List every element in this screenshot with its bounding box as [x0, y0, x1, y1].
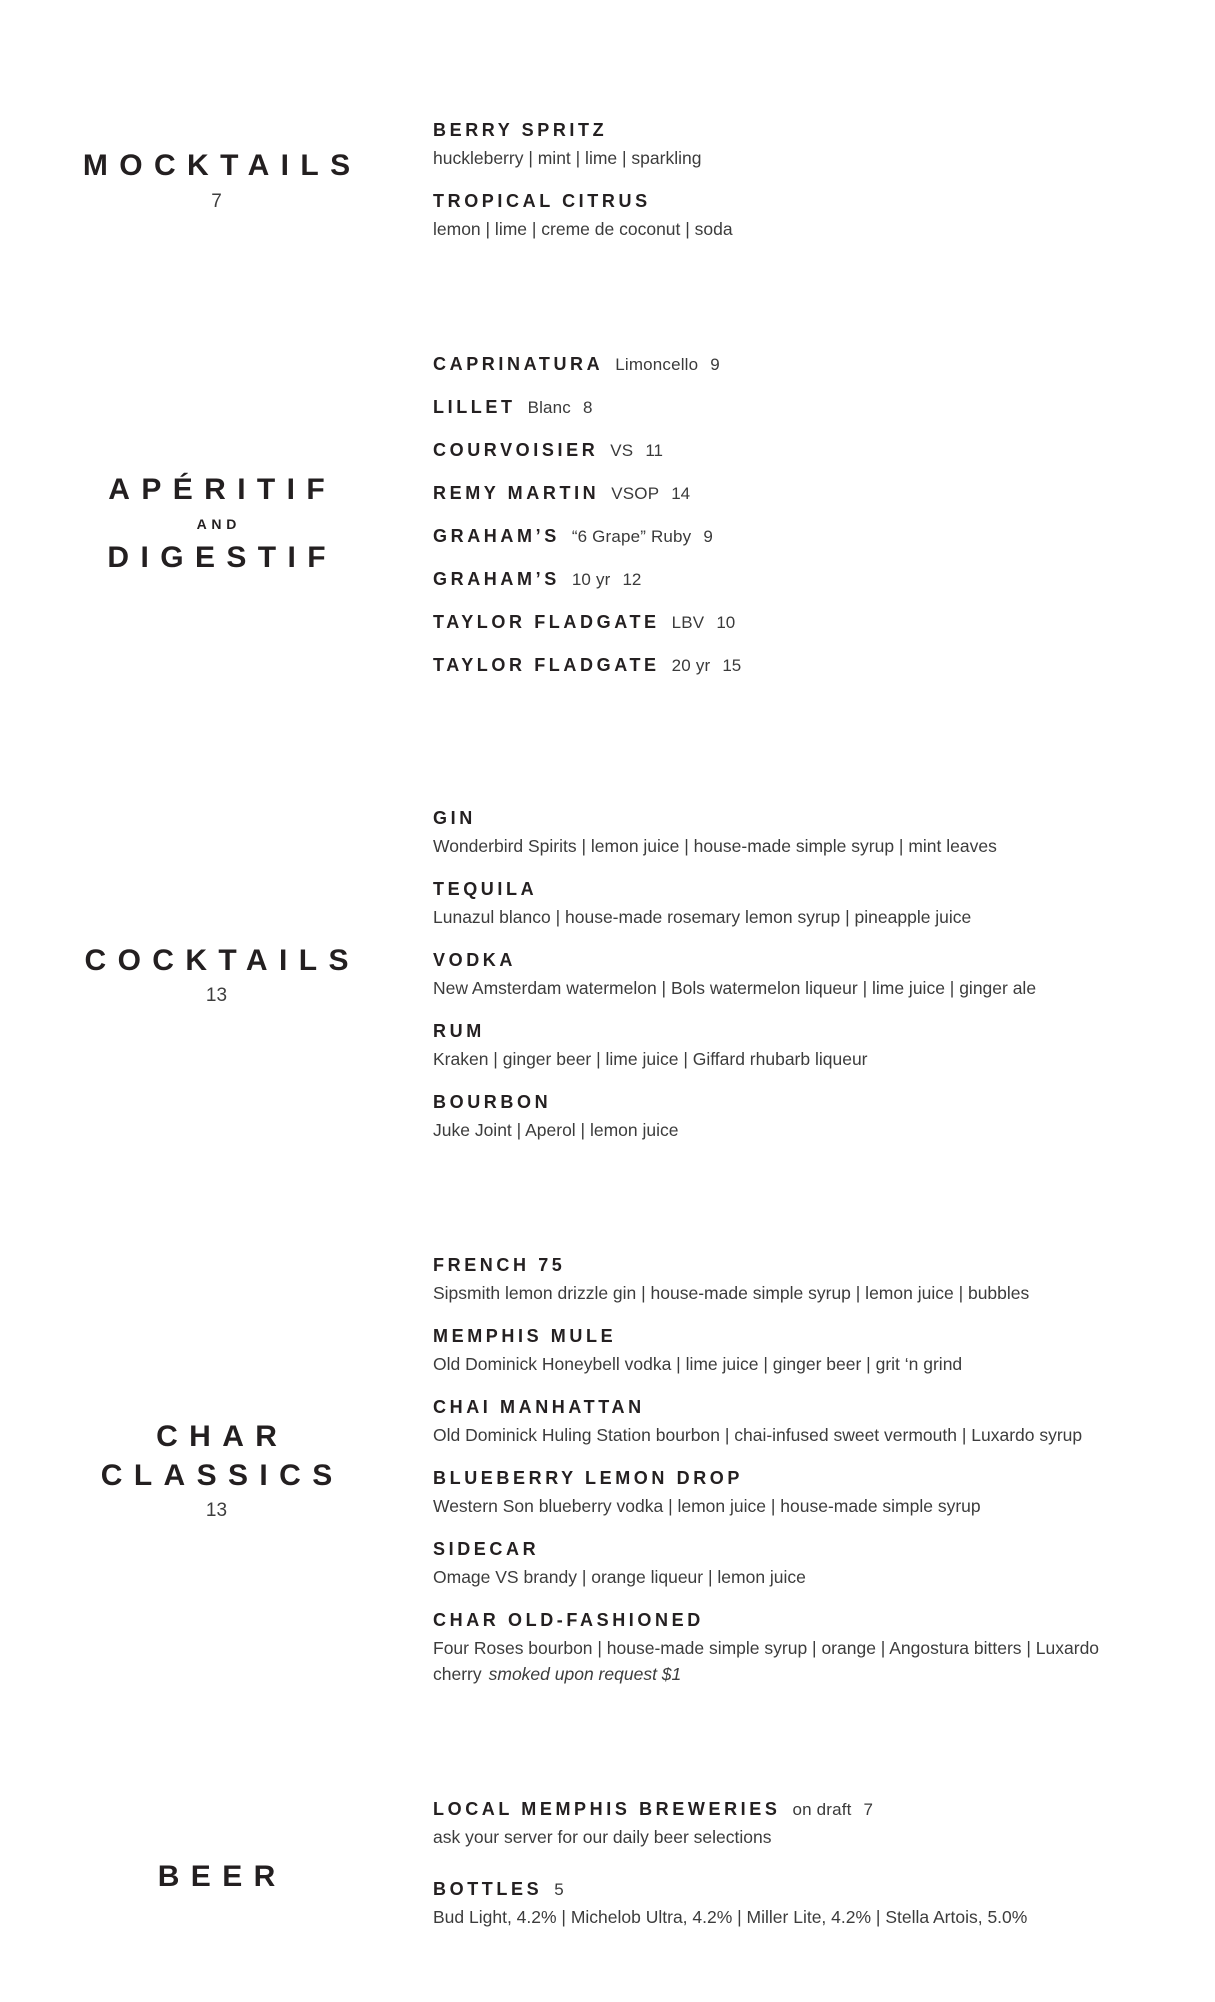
section-cocktails	[0, 806, 1215, 1143]
item-name: GRAHAM’S	[433, 569, 560, 589]
section-label-mocktails	[0, 147, 433, 212]
item-detail: VS	[610, 441, 634, 460]
item-name: LILLET	[433, 397, 516, 417]
section-title-conjunction: AND	[196, 516, 242, 532]
item-description	[433, 216, 1145, 242]
menu-item-char-old-fashioned	[433, 1608, 1145, 1687]
section-title: APÉRITIF	[108, 472, 337, 506]
item-title-row	[433, 1090, 1145, 1116]
menu-item-local-memphis-breweries	[433, 1797, 1145, 1850]
section-items-char-classics	[433, 1253, 1185, 1687]
item-description	[433, 833, 1145, 859]
item-price: 9	[710, 355, 720, 374]
item-title-row	[433, 1019, 1145, 1045]
item-description-text: ask your server for our daily beer selections	[433, 1827, 772, 1847]
menu-item-taylor-fladgate	[433, 610, 1145, 636]
item-description-text: huckleberry | mint | lime | sparkling	[433, 148, 702, 168]
item-name: CHAR OLD-FASHIONED	[433, 1610, 704, 1630]
item-price: 5	[554, 1880, 564, 1899]
item-title-row	[433, 1324, 1145, 1350]
item-name: REMY MARTIN	[433, 483, 600, 503]
menu-item-tropical-citrus	[433, 189, 1145, 242]
section-items-aperitif-and-digestif	[433, 352, 1185, 696]
menu-item-graham-s	[433, 524, 1145, 550]
item-description	[433, 1351, 1145, 1377]
item-detail: 20 yr	[671, 656, 711, 675]
section-items-mocktails	[433, 118, 1185, 242]
item-description	[433, 1280, 1145, 1306]
section-price: 13	[205, 985, 228, 1007]
item-description-text: Wonderbird Spirits | lemon juice | house-made simple syrup | mint leaves	[433, 836, 997, 856]
item-description-text: Bud Light, 4.2% | Michelob Ultra, 4.2% | Miller Lite, 4.2% | Stella Artois, 5.0%	[433, 1907, 1028, 1927]
item-description-text: Juke Joint | Aperol | lemon juice	[433, 1120, 679, 1140]
item-name: GIN	[433, 808, 476, 828]
item-price: 10	[716, 613, 736, 632]
item-description-text: New Amsterdam watermelon | Bols watermelon liqueur | lime juice | ginger ale	[433, 978, 1037, 998]
item-title-row	[433, 567, 1145, 593]
section-label-beer	[0, 1858, 433, 1896]
item-name: CAPRINATURA	[433, 354, 604, 374]
item-description	[433, 1493, 1145, 1519]
item-title-row	[433, 1466, 1145, 1492]
item-price: 11	[645, 441, 663, 460]
item-description	[433, 904, 1145, 930]
item-detail: Limoncello	[615, 355, 699, 374]
item-price: 15	[722, 656, 742, 675]
menu-item-memphis-mule	[433, 1324, 1145, 1377]
item-description	[433, 1117, 1145, 1143]
item-name: GRAHAM’S	[433, 526, 560, 546]
item-name: CHAI MANHATTAN	[433, 1397, 645, 1417]
menu-item-remy-martin	[433, 481, 1145, 507]
item-detail: VSOP	[611, 484, 660, 503]
item-title-row	[433, 948, 1145, 974]
menu-item-tequila	[433, 877, 1145, 930]
menu-item-chai-manhattan	[433, 1395, 1145, 1448]
item-title-row	[433, 806, 1145, 832]
item-title-row	[433, 610, 1145, 636]
item-description-text: Sipsmith lemon drizzle gin | house-made simple syrup | lemon juice | bubbles	[433, 1283, 1030, 1303]
menu-item-lillet	[433, 395, 1145, 421]
item-description-text: Omage VS brandy | orange liqueur | lemon juice	[433, 1567, 806, 1587]
item-name: TROPICAL CITRUS	[433, 191, 651, 211]
item-price: 12	[622, 570, 642, 589]
menu-item-taylor-fladgate	[433, 653, 1145, 679]
section-title: CLASSICS	[100, 1458, 344, 1492]
item-price: 8	[582, 398, 593, 417]
menu-item-gin	[433, 806, 1145, 859]
section-beer	[0, 1797, 1215, 1957]
section-title: COCKTAILS	[84, 943, 360, 977]
menu-item-berry-spritz	[433, 118, 1145, 171]
section-char-classics	[0, 1253, 1215, 1687]
menu-item-blueberry-lemon-drop	[433, 1466, 1145, 1519]
section-label-char-classics	[0, 1418, 433, 1522]
item-price: 7	[863, 1800, 873, 1819]
item-name: BERRY SPRITZ	[433, 120, 608, 140]
item-name: MEMPHIS MULE	[433, 1326, 617, 1346]
menu-item-courvoisier	[433, 438, 1145, 464]
item-name: TEQUILA	[433, 879, 538, 899]
section-title: MOCKTAILS	[82, 149, 362, 183]
item-title-row	[433, 352, 1145, 378]
item-title-row	[433, 189, 1145, 215]
section-aperitif-and-digestif	[0, 352, 1215, 696]
section-items-cocktails	[433, 806, 1185, 1143]
item-description	[433, 975, 1145, 1001]
section-price: 13	[205, 1499, 228, 1521]
item-name: VODKA	[433, 950, 517, 970]
item-title-row	[433, 1797, 1145, 1823]
item-detail: “6 Grape” Ruby	[571, 527, 692, 546]
item-description	[433, 1635, 1145, 1687]
item-title-row	[433, 877, 1145, 903]
item-description-text: Old Dominick Huling Station bourbon | chai-infused sweet vermouth | Luxardo syrup	[433, 1425, 1083, 1445]
item-description	[433, 145, 1145, 171]
item-title-row	[433, 395, 1145, 421]
item-name: BLUEBERRY LEMON DROP	[433, 1468, 744, 1488]
item-title-row	[433, 1253, 1145, 1279]
item-name: BOURBON	[433, 1092, 552, 1112]
menu-item-sidecar	[433, 1537, 1145, 1590]
item-title-row	[433, 1395, 1145, 1421]
section-title: BEER	[157, 1859, 287, 1893]
section-items-beer	[433, 1797, 1185, 1957]
menu-item-rum	[433, 1019, 1145, 1072]
item-title-row	[433, 438, 1145, 464]
section-title: DIGESTIF	[107, 541, 337, 574]
item-title-row	[433, 481, 1145, 507]
item-detail: on draft	[792, 1800, 852, 1819]
item-name: BOTTLES	[433, 1879, 543, 1899]
item-description	[433, 1824, 1145, 1850]
menu-item-vodka	[433, 948, 1145, 1001]
item-description	[433, 1046, 1145, 1072]
item-title-row	[433, 653, 1145, 679]
item-description-text: Lunazul blanco | house-made rosemary lemon syrup | pineapple juice	[433, 907, 972, 927]
item-detail: 10 yr	[571, 570, 611, 589]
menu-item-bourbon	[433, 1090, 1145, 1143]
menu-item-caprinatura	[433, 352, 1145, 378]
item-name: TAYLOR FLADGATE	[433, 612, 660, 632]
item-name: LOCAL MEMPHIS BREWERIES	[433, 1799, 781, 1819]
item-name: SIDECAR	[433, 1539, 540, 1559]
item-note: smoked upon request $1	[488, 1664, 682, 1684]
item-description-text: Western Son blueberry vodka | lemon juice | house-made simple syrup	[433, 1496, 981, 1516]
item-title-row	[433, 1877, 1145, 1903]
section-price: 7	[211, 190, 222, 212]
item-description-text: lemon | lime | creme de coconut | soda	[433, 219, 733, 239]
menu-item-bottles	[433, 1877, 1145, 1930]
item-title-row	[433, 524, 1145, 550]
menu-item-graham-s	[433, 567, 1145, 593]
section-label-cocktails	[0, 942, 433, 1007]
item-title-row	[433, 1537, 1145, 1563]
item-title-row	[433, 118, 1145, 144]
item-name: FRENCH 75	[433, 1255, 566, 1275]
item-description-text: Old Dominick Honeybell vodka | lime juice | ginger beer | grit ‘n grind	[433, 1354, 963, 1374]
item-name: COURVOISIER	[433, 440, 599, 460]
item-name: RUM	[433, 1021, 485, 1041]
section-mocktails	[0, 118, 1215, 242]
item-price: 14	[671, 484, 691, 503]
item-description-text: Kraken | ginger beer | lime juice | Giffard rhubarb liqueur	[433, 1049, 868, 1069]
section-label-aperitif-and-digestif	[0, 471, 433, 578]
item-description-text: Four Roses bourbon | house-made simple syrup | orange | Angostura bitters | Luxardo cherry	[433, 1638, 1100, 1684]
item-detail: Blanc	[527, 398, 571, 417]
menu-item-french-75	[433, 1253, 1145, 1306]
section-title: CHAR	[156, 1420, 289, 1454]
item-detail: LBV	[671, 613, 705, 632]
item-description	[433, 1564, 1145, 1590]
item-title-row	[433, 1608, 1145, 1634]
item-description	[433, 1422, 1145, 1448]
item-name: TAYLOR FLADGATE	[433, 655, 660, 675]
item-price: 9	[703, 527, 713, 546]
item-description	[433, 1904, 1145, 1930]
